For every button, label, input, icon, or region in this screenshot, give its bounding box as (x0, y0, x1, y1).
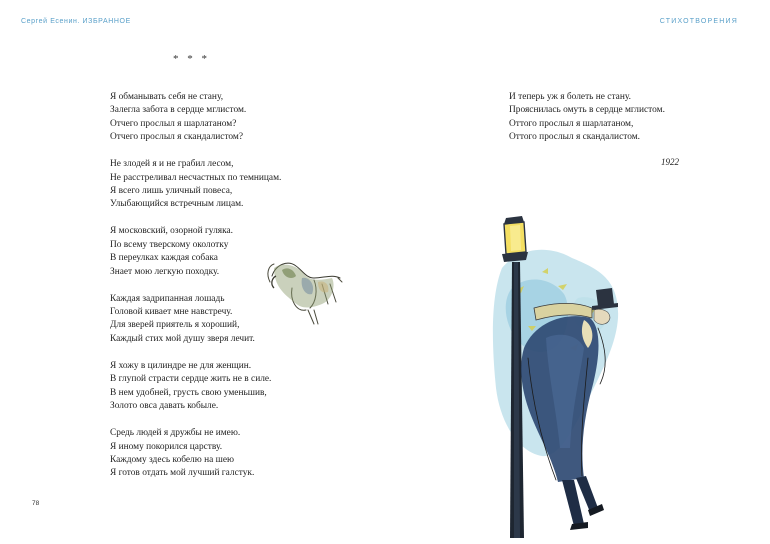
poem-line: Каждая задрипанная лошадь (110, 293, 225, 304)
poem-line: Оттого прослыл я шарлатаном, (509, 118, 634, 129)
poem-stanza (110, 360, 370, 414)
poem-stanza (110, 427, 370, 481)
poem-line: Улыбающийся встречным лицам. (110, 199, 244, 210)
poem-line: Прояснилась омуть в сердце мглистом. (509, 105, 665, 116)
poem-line: Я обманывать себя не стану, (110, 92, 224, 102)
poem-line: Головой кивает мне навстречу. (110, 307, 233, 318)
poem-line: Золото овса давать кобыле. (110, 401, 219, 412)
header-author: Сергей Есенин (21, 18, 78, 25)
poem-line: По всему тверскому околотку (110, 239, 229, 250)
poem-line: Отчего прослыл я шарлатаном? (110, 118, 237, 129)
lamppost-figure-illustration (488, 208, 630, 538)
poem-stanza (110, 91, 370, 145)
poem-title-asterisks: * * * (173, 53, 210, 65)
poem-line: Я готов отдать мой лучший галстук. (110, 468, 255, 479)
poem-line: Каждый стих мой душу зверя лечит. (110, 333, 255, 344)
poem-line: Я иному покорился царству. (110, 441, 223, 452)
poem-line: Оттого прослыл я скандалистом. (509, 132, 640, 143)
page-number: 78 (32, 500, 40, 507)
running-header-left (21, 18, 131, 25)
poem-line: Каждому здесь кобелю на шею (110, 454, 234, 465)
poem-line: Не злодей я и не грабил лесом, (110, 159, 234, 170)
header-book: ИЗБРАННОЕ (82, 18, 131, 25)
header-separator: . (77, 18, 83, 25)
dog-illustration (262, 254, 344, 328)
poem-line: В нем удобней, грусть свою уменьшив, (110, 387, 267, 398)
poem-right-column (509, 91, 709, 158)
poem-line: Для зверей приятель я хороший, (110, 320, 240, 331)
poem-line: Залегла забота в сердце мглистом. (110, 105, 247, 116)
poem-line: Средь людей я дружбы не имею. (110, 428, 241, 439)
poem-line: Отчего прослыл я скандалистом? (110, 132, 244, 143)
poem-stanza (110, 158, 370, 212)
poem-line: Знает мою легкую походку. (110, 266, 220, 277)
poem-stanza (509, 91, 709, 145)
running-header-right: СТИХОТВОРЕНИЯ (659, 18, 738, 25)
poem-line: В глупой страсти сердце жить не в силе. (110, 374, 272, 385)
poem-line: В переулках каждая собака (110, 253, 218, 264)
poem-line: Не расстреливал несчастных по темницам. (110, 172, 282, 183)
poem-line: Я всего лишь уличный повеса, (110, 186, 233, 197)
poem-line: Я московский, озорной гуляка. (110, 226, 233, 237)
poem-line: И теперь уж я болеть не стану. (509, 92, 631, 102)
poem-year: 1922 (661, 157, 679, 167)
poem-line: Я хожу в цилиндре не для женщин. (110, 360, 252, 371)
